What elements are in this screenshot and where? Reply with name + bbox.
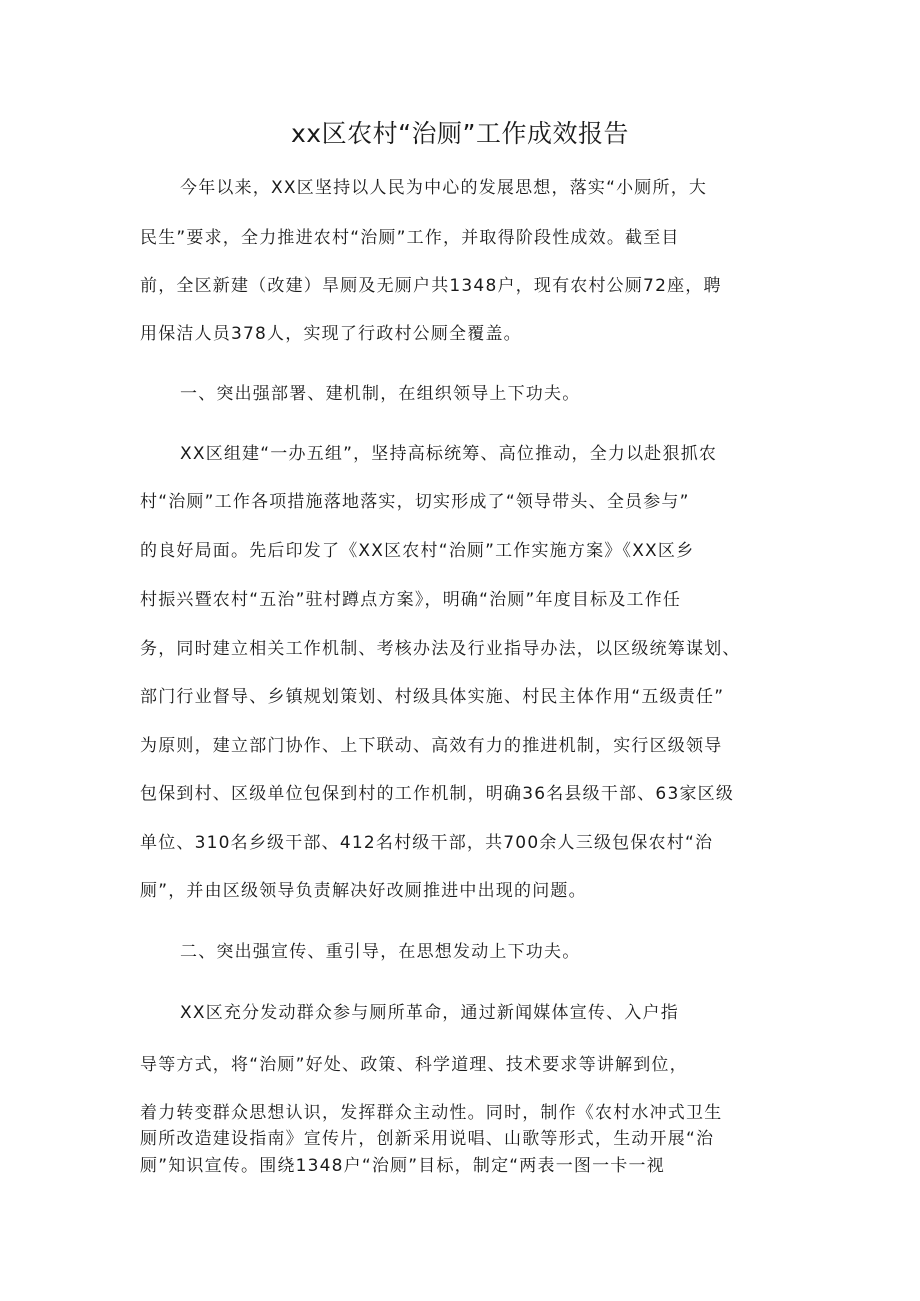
section-heading: 二、突出强宣传、重引导，在思想发动上下功夫。 [180, 942, 581, 962]
paragraph-line: 前，全区新建（改建）旱厕及无厕户共1348户，现有农村公厕72座，聘 [140, 276, 722, 296]
section-heading: 一、突出强部署、建机制，在组织领导上下功夫。 [180, 384, 581, 404]
paragraph-line: 务，同时建立相关工作机制、考核办法及行业指导办法，以区级统筹谋划、 [140, 639, 741, 659]
paragraph-line: 用保洁人员378人，实现了行政村公厕全覆盖。 [140, 324, 522, 344]
paragraph-line: XX区充分发动群众参与厕所革命，通过新闻媒体宣传、入户指 [180, 1003, 679, 1023]
paragraph-line: 导等方式，将“治厕”好处、政策、科学道理、技术要求等讲解到位， [140, 1055, 688, 1075]
paragraph-line: 村振兴暨农村“五治”驻村蹲点方案》，明确“治厕”年度目标及工作任 [140, 590, 682, 610]
paragraph-line: XX区组建“一办五组”，坚持高标统筹、高位推动，全力以赴狠抓农 [180, 444, 718, 464]
paragraph-line: 厕所改造建设指南》宣传片，创新采用说唱、山歌等形式，生动开展“治 [140, 1129, 715, 1149]
document-title: xx区农村“治厕”工作成效报告 [291, 119, 629, 148]
paragraph-line: 部门行业督导、乡镇规划策划、村级具体实施、村民主体作用“五级责任” [140, 687, 725, 707]
paragraph-line: 单位、310名乡级干部、412名村级干部，共700余人三级包保农村“治 [140, 833, 714, 853]
paragraph-line: 着力转变群众思想认识，发挥群众主动性。同时，制作《农村水冲式卫生 [140, 1103, 723, 1123]
paragraph-line: 厕”，并由区级领导负责解决好改厕推进中出现的问题。 [140, 881, 587, 901]
paragraph-line: 村“治厕”工作各项措施落地落实，切实形成了“领导带头、全员参与” [140, 492, 690, 512]
paragraph-line: 民生”要求，全力推进农村“治厕”工作，并取得阶段性成效。截至目 [140, 228, 680, 248]
paragraph-line: 厕”知识宣传。围绕1348户“治厕”目标，制定“两表一图一卡一视 [140, 1156, 665, 1176]
paragraph-line: 包保到村、区级单位包保到村的工作机制，明确36名县级干部、63家区级 [140, 784, 735, 804]
paragraph-line: 的良好局面。先后印发了《XX区农村“治厕”工作实施方案》《XX区乡 [140, 541, 695, 561]
paragraph-line: 今年以来，XX区坚持以人民为中心的发展思想，落实“小厕所，大 [180, 178, 708, 198]
paragraph-line: 为原则，建立部门协作、上下联动、高效有力的推进机制，实行区级领导 [140, 736, 723, 756]
